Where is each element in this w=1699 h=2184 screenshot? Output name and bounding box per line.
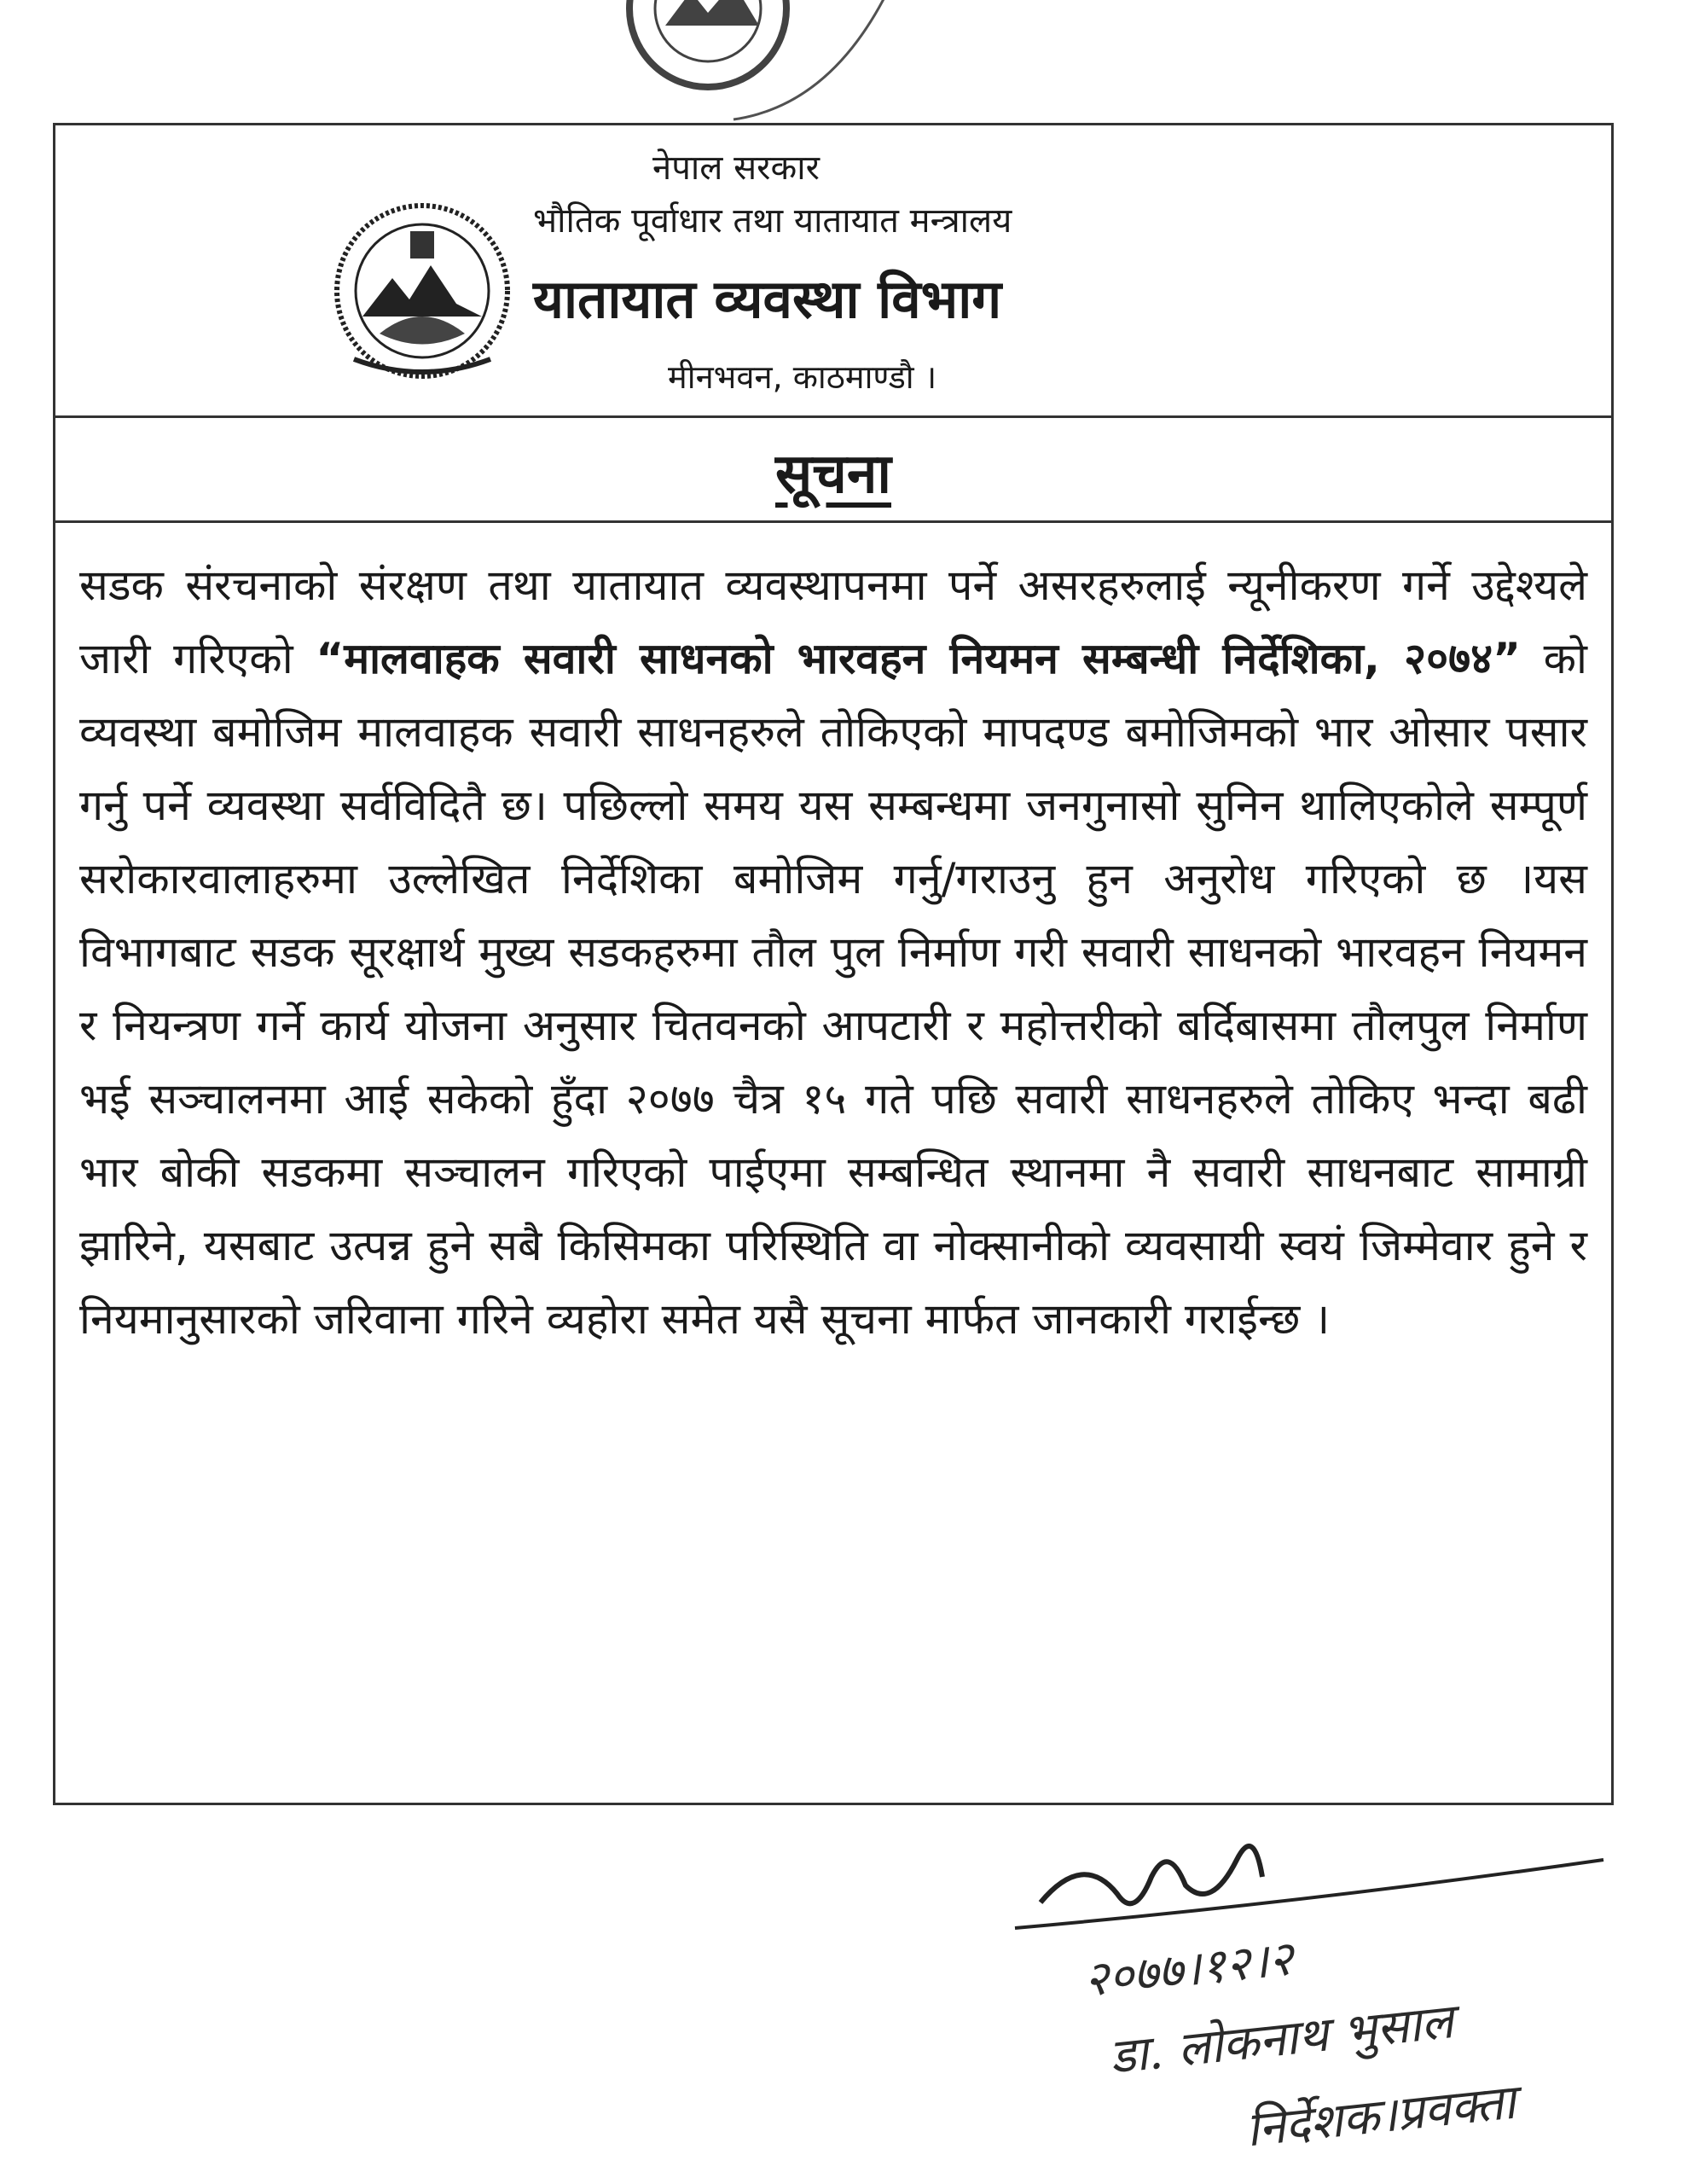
signatory-name: डा. लोकनाथ भुसाल	[1106, 1994, 1456, 2085]
signature-date: २०७७।१२।२	[1081, 1931, 1296, 2008]
ministry-name: भौतिक पूर्वाधार तथा यातायात मन्त्रालय	[533, 201, 1012, 241]
official-stamp	[597, 0, 938, 154]
notice-title	[55, 415, 1611, 523]
notice-paragraph-part2: को व्यवस्था बमोजिम मालवाहक सवारी साधनहरुले तोकिएको मापदण्ड बमोजिमको भार ओसार पसार गर्नु पर्ने व्यवस्था सर्वविदितै छ। पछिल्लो समय यस सम्बन्धमा जनगुनासो सुनिन थालिएकोले सम्पूर्ण सरोकारवालाहरुमा उल्लेखित निर्देशिका बमोजिम गर्नु/गराउनु हुन अनुरोध गरिएको छ ।यस विभागबाट सडक सूरक्षार्थ मुख्य सडकहरुमा तौल पुल निर्माण गरी सवारी साधनको भारवहन नियमन र नियन्त्रण गर्ने कार्य योजना अनुसार चितवनको आपटारी र महोत्तरीको बर्दिबासमा तौलपुल निर्माण भई सञ्चालनमा आई सकेको हुँदा २०७७ चैत्र १५ गते पछि सवारी साधनहरुले तोकिए भन्दा बढी भार बोकी सडकमा सञ्चालन गरिएको पाईएमा सम्बन्धित स्थानमा नै सवारी साधनबाट सामाग्री झारिने, यसबाट उत्पन्न हुने सबै किसिमका परिस्थिति वा नोक्सानीको व्यवसायी स्वयं जिम्मेवार हुने र नियमानुसारको जरिवाना गरिने व्यहोरा समेत यसै सूचना मार्फत जानकारी गराईन्छ ।	[79, 634, 1587, 1344]
government-name: नेपाल सरकार	[652, 148, 820, 188]
letterhead	[55, 125, 1611, 418]
nepal-emblem-icon	[328, 197, 516, 385]
notice-frame	[53, 123, 1614, 1805]
department-name: यातायात व्यवस्था विभाग	[533, 268, 1002, 330]
guideline-title: “मालवाहक सवारी साधनको भारवहन नियमन सम्बन्धी निर्देशिका, २०७४”	[316, 634, 1521, 683]
signatory-role: निर्देशक।प्रवक्ता	[1243, 2074, 1518, 2158]
notice-body	[55, 526, 1611, 1373]
notice-title-text: सूचना	[775, 443, 891, 506]
department-address: मीनभवन, काठमाण्डौ ।	[668, 358, 937, 396]
notice-paragraph-part1: सडक संरचनाको संरक्षण तथा यातायात व्यवस्थापनमा पर्ने असरहरुलाई न्यूनीकरण गर्ने उद्देश्यले जारी गरिएको	[79, 561, 1587, 683]
